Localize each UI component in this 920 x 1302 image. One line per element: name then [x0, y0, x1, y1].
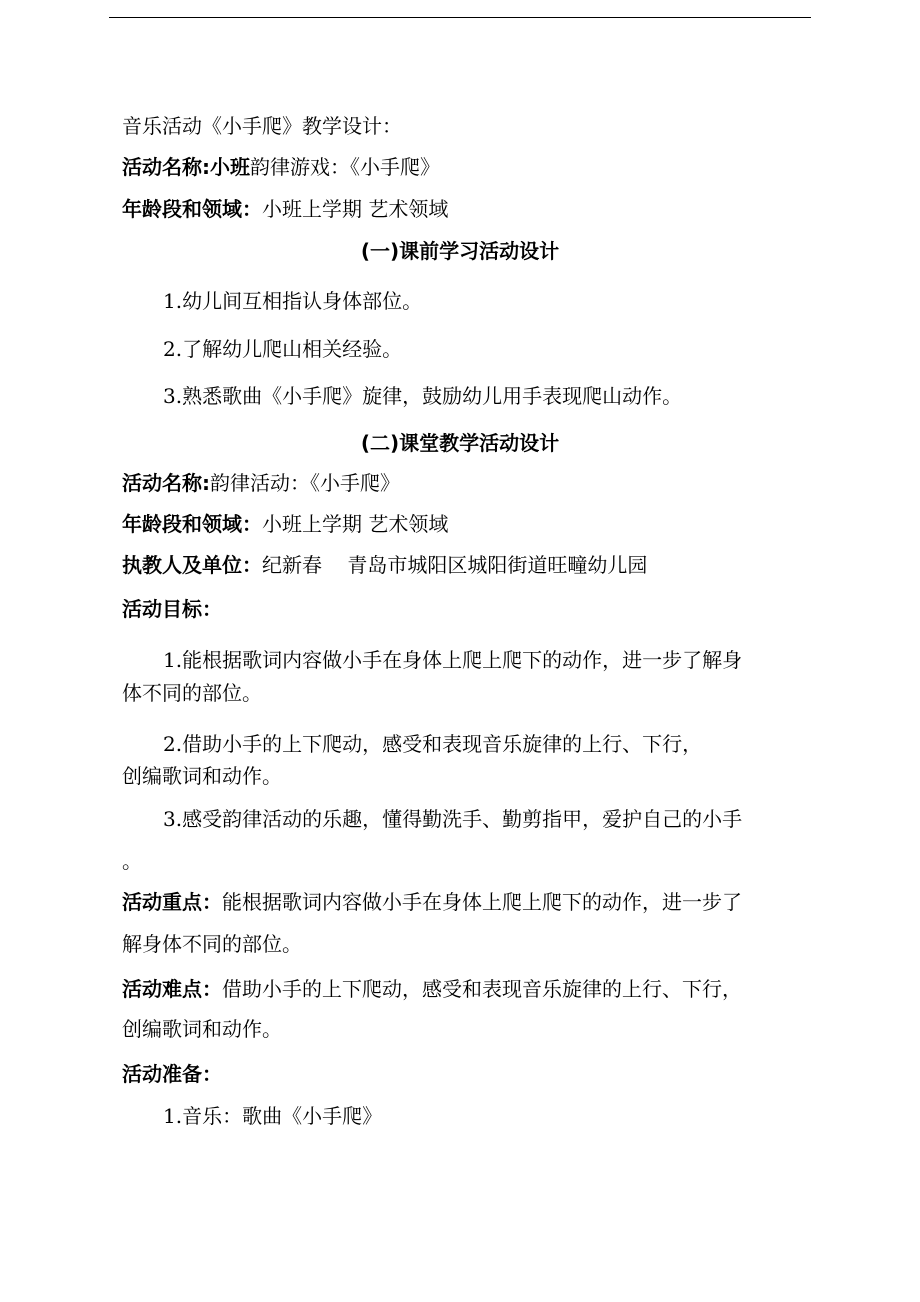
section2-heading: (二)课堂教学活动设计	[360, 431, 560, 455]
header-rule	[109, 17, 811, 18]
age-domain-line	[122, 195, 448, 223]
preparation-label: 活动准备：	[122, 1062, 222, 1086]
teacher-label: 执教人及单位：	[122, 553, 262, 577]
document-title: 音乐活动《小手爬》教学设计：	[122, 114, 402, 138]
teacher-value: 纪新春 青岛市城阳区城阳街道旺疃幼儿园	[262, 553, 648, 577]
class-activity-name-label: 活动名称:	[122, 471, 210, 495]
section1-heading: (一)课前学习活动设计	[360, 239, 560, 263]
preparation-item-1: 1.音乐：歌曲《小手爬》	[163, 1104, 383, 1128]
age-domain-value: 小班上学期 艺术领域	[262, 197, 449, 221]
activity-name-label: 活动名称:	[122, 155, 210, 179]
class-age-domain-line	[122, 510, 448, 538]
class-age-domain-label: 年龄段和领域：	[122, 512, 262, 536]
class-activity-name-value: 韵律活动：《小手爬》	[210, 471, 400, 495]
key-point-line-1	[122, 888, 742, 916]
difficulty-line-2: 创编歌词和动作。	[122, 1017, 282, 1041]
class-activity-name-line	[122, 469, 400, 497]
pre-class-item-3: 3.熟悉歌曲《小手爬》旋律，鼓励幼儿用手表现爬山动作。	[163, 384, 683, 408]
difficulty-text: 借助小手的上下爬动，感受和表现音乐旋律的上行、下行，	[222, 977, 742, 1001]
key-point-label: 活动重点：	[122, 890, 222, 914]
key-point-text: 能根据歌词内容做小手在身体上爬上爬下的动作，进一步了	[222, 890, 742, 914]
activity-name-line	[122, 153, 440, 181]
teacher-line	[122, 551, 647, 579]
activity-name-bold: 小班	[210, 155, 250, 179]
goal-3-line-2: 。	[122, 849, 142, 873]
goal-1-line-2: 体不同的部位。	[122, 681, 262, 705]
difficulty-line-1	[122, 975, 742, 1003]
goal-3-line-1: 3.感受韵律活动的乐趣，懂得勤洗手、勤剪指甲，爱护自己的小手	[163, 807, 743, 831]
pre-class-item-1: 1.幼儿间互相指认身体部位。	[163, 289, 423, 313]
difficulty-label: 活动难点：	[122, 977, 222, 1001]
key-point-line-2: 解身体不同的部位。	[122, 932, 302, 956]
pre-class-item-2: 2.了解幼儿爬山相关经验。	[163, 337, 403, 361]
class-age-domain-value: 小班上学期 艺术领域	[262, 512, 449, 536]
age-domain-label: 年龄段和领域：	[122, 197, 262, 221]
goal-2-line-1: 2.借助小手的上下爬动，感受和表现音乐旋律的上行、下行，	[163, 732, 703, 756]
goals-label: 活动目标：	[122, 597, 222, 621]
goal-2-line-2: 创编歌词和动作。	[122, 764, 282, 788]
goal-1-line-1: 1.能根据歌词内容做小手在身体上爬上爬下的动作，进一步了解身	[163, 648, 743, 672]
activity-name-value: 韵律游戏：《小手爬》	[250, 155, 440, 179]
